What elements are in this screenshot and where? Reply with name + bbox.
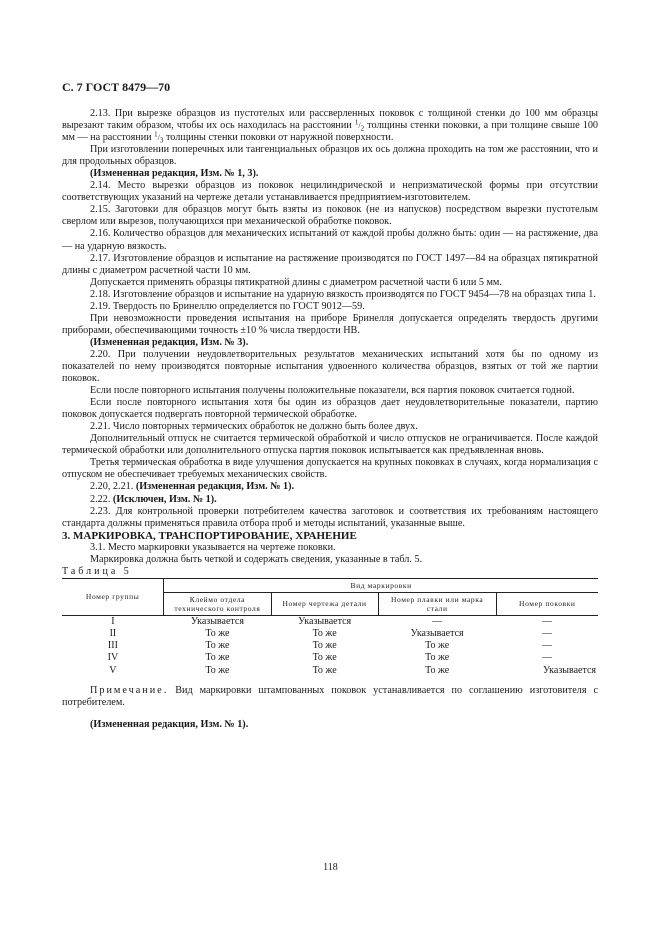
edition-note-220: 2.20, 2.21. (Измененная редакция, Изм. № 1). [90,481,295,493]
header-marking-type: Вид маркировки [164,578,598,592]
table-row: V То же То же То же Указывается [109,664,596,676]
header-forging-number: Номер поковки [496,592,598,615]
paragraph-cross-samples: При изготовлении поперечных или тангенциальных образцов их ось должна проходить на том же расстоянии, что и для продольных образцов. [62,144,598,168]
paragraph-2-15: 2.15. Заготовки для образцов могут быть взяты из поковок (не из напусков) посредством вырезки пустотелым сверлом или вырезов, получающихся при механической обработке поковок. [62,204,598,228]
paragraph-if-positive: Если после повторного испытания получены положительные показатели, вся партия поковок считается годной. [90,385,575,397]
paragraph-2-23: 2.23. Для контрольной проверки потребителем качества заготовок и соответствия их требованиям настоящего стандарта должны применяться правила отбора проб и методы испытаний, указанные выше. [62,505,598,529]
paragraph-2-14: 2.14. Место вырезки образцов из поковок нецилиндрической и непризматической формы при отсутствии соответствующих указаний на чертеже детали устанавливается предприятием-изготовителем. [62,180,598,204]
table-note: Примечание. Вид маркировки штампованных поковок устанавливается по соглашению изготовителя с потребителем. [62,684,599,708]
document-body [62,108,598,731]
paragraph-2-20: 2.20. При получении неудовлетворительных результатов механических испытаний хотя бы по одному из показателей по нему производятся повторные испытания удвоенного количества образцов, взятых от той же партии поковок. [62,348,598,385]
table-row: III То же То же То же — [107,640,553,652]
paragraph-3-1: 3.1. Место маркировки указывается на чертеже поковки. [90,541,336,553]
paragraph-2-19: 2.19. Твердость по Бринеллю определяется по ГОСТ 9012—59. [90,300,365,312]
page-number: 118 [323,862,338,873]
marking-table [62,578,598,677]
table-row: IV То же То же То же — [107,652,553,664]
paragraph-allow: Допускается применять образцы пятикратной длины с диаметром расчетной части 6 или 5 мм. [90,276,502,288]
excluded-note-222: 2.22. (Исключен, Изм. № 1). [90,493,217,505]
edition-note: (Измененная редакция, Изм. № 3). [90,336,249,348]
header-stamp: Клеймо отдела технического контроля [164,592,271,615]
header-group-number: Номер группы [62,578,164,615]
table-row: II То же То же Указывается — [109,628,553,640]
edition-note-final: (Измененная редакция, Изм. № 1). [90,718,249,730]
paragraph-brinell: При невозможности проведения испытания на приборе Бринелля допускается определять твердость другими приборами, обеспечивающими точность ±10 % числа твердости НВ. [62,312,598,336]
fraction-third: $^1/_3$ [154,130,164,145]
paragraph-2-17: 2.17. Изготовление образцов и испытание на растяжение производятся по ГОСТ 1497—84 на образцах пятикратной длины с диаметром расчетной части 10 мм. [62,252,598,276]
header-drawing: Номер чертежа детали [271,592,378,615]
table-row: I Указывается Указывается — — [111,615,553,627]
table-caption: Таблица 5 [62,565,132,577]
paragraph-2-13: 2.13. При вырезке образцов из пустотелых или рассверленных поковок с толщиной стенки до 100 мм образцы вырезают таким образом, чтобы их ось находилась на расстоянии $^1/_2$ толщины стенки поковки, а при толщине свыше 100 мм — на расстоянии $^1/_3$ толщины стенки поковки от наружной поверхности. [62,108,599,145]
edition-note: (Измененная редакция, Изм. № 1, 3). [90,168,259,180]
paragraph-marking: Маркировка должна быть четкой и содержать сведения, указанные в табл. 5. [90,553,423,565]
paragraph-2-16: 2.16. Количество образцов для механических испытаний от каждой пробы должно быть: один — на растяжение, два — на ударную вязкость. [62,228,598,252]
paragraph-if-negative: Если после повторного испытания хотя бы один из образцов дает неудовлетворительные показатели, партию поковок допускается подвергать повторной термической обработке. [62,397,598,421]
paragraph-temper: Дополнительный отпуск не считается термической обработкой и число отпусков не ограничивается. После каждой термической обработки или дополнительного отпуска партия поковок испытывается как предъявленная вновь. [62,433,598,457]
fraction-half: $^1/_2$ [354,118,365,133]
paragraph-2-18: 2.18. Изготовление образцов и испытание на ударную вязкость производятся по ГОСТ 9454—78 на образцах типа 1. [90,288,596,300]
page-header: С. 7 ГОСТ 8479—70 [62,80,171,94]
section-title: 3. МАРКИРОВКА, ТРАНСПОРТИРОВАНИЕ, ХРАНЕНИЕ [62,529,357,542]
header-melt: Номер плавки или марка стали [378,592,496,615]
paragraph-2-21: 2.21. Число повторных термических обработок не должно быть более двух. [90,421,418,433]
paragraph-third-treatment: Третья термическая обработка в виде улучшения допускается на крупных поковках в случаях, когда нормализация с отпуском не обеспечивает требуемых механических свойств. [62,457,598,481]
